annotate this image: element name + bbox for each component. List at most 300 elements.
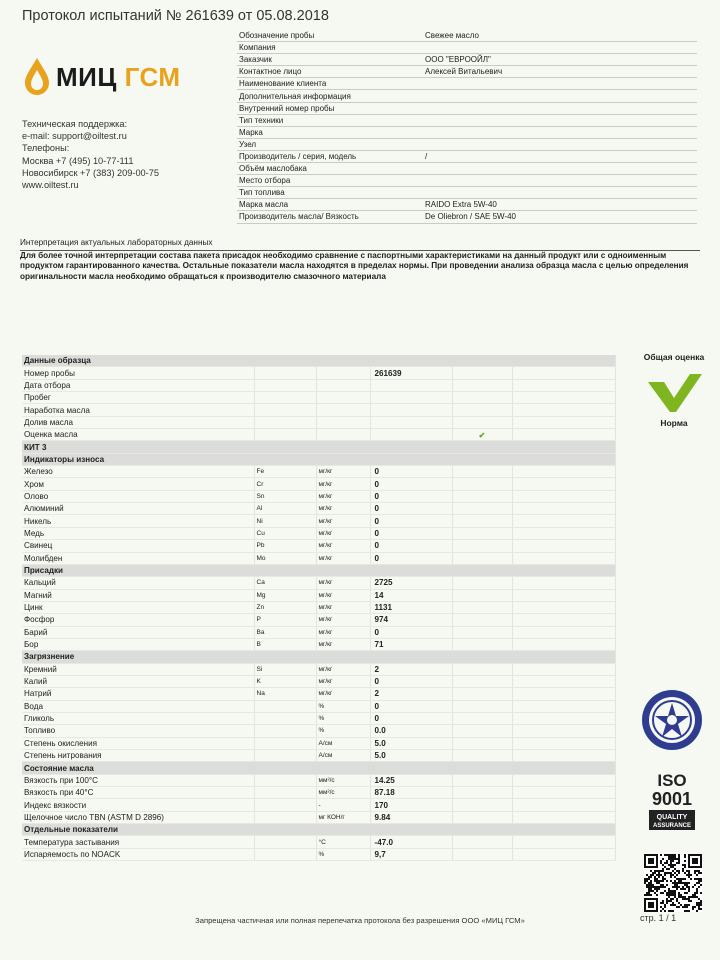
iso-line-4: ASSURANCE [652,823,692,829]
param-empty [512,367,616,379]
param-check [452,478,512,490]
param-value: 14 [370,589,452,601]
table-row [22,848,616,860]
param-unit [316,416,370,428]
table-row [22,503,616,515]
param-name: Индекс вязкости [22,799,254,811]
param-empty [512,811,616,823]
meta-value [423,175,697,187]
param-unit: % [316,700,370,712]
param-name: Свинец [22,540,254,552]
param-name: Вязкость при 100°C [22,774,254,786]
param-name: Долив масла [22,416,254,428]
param-symbol [254,737,316,749]
param-empty [512,688,616,700]
param-name: Железо [22,466,254,478]
meta-row [237,163,697,175]
table-row [22,712,616,724]
param-symbol [254,712,316,724]
param-symbol: Al [254,503,316,515]
param-name: Калий [22,675,254,687]
table-row [22,515,616,527]
param-symbol: Ca [254,577,316,589]
param-unit: мг/кг [316,614,370,626]
param-unit [316,367,370,379]
param-empty [512,799,616,811]
param-unit: мг/кг [316,466,370,478]
param-unit [316,429,370,441]
meta-value [423,102,697,114]
param-name: Молибден [22,552,254,564]
param-symbol: K [254,675,316,687]
param-value: 0 [370,490,452,502]
meta-row [237,42,697,54]
param-value: 0 [370,527,452,539]
contact-line: Техническая поддержка: [22,119,128,129]
param-unit: A/см [316,750,370,762]
param-empty [512,392,616,404]
oil-drop-icon [22,56,52,96]
param-value [370,404,452,416]
param-empty [512,601,616,613]
param-symbol: Si [254,663,316,675]
table-row [22,614,616,626]
param-check [452,626,512,638]
overall-verdict: Норма [660,418,688,428]
meta-label: Место отбора [237,175,423,187]
param-name: Натрий [22,688,254,700]
param-check [452,416,512,428]
contact-line: Телефоны: [22,143,70,154]
param-symbol [254,799,316,811]
meta-label: Марка масла [237,199,423,211]
company-logo [22,56,222,100]
param-check [452,811,512,823]
table-row [22,675,616,687]
iso-line-2: 9001 [651,789,693,809]
protocol-title: Протокол испытаний № 261639 от 05.08.2018 [22,8,329,24]
contact-line: www.oiltest.ru [22,180,79,191]
meta-row [237,66,697,78]
param-check [452,725,512,737]
param-empty [512,589,616,601]
param-name: Никель [22,515,254,527]
param-check [452,379,512,391]
contact-line: Новосибирск +7 (383) 209-00-75 [22,167,159,178]
logo-text: МИЦ [56,62,117,92]
meta-label: Дополнительная информация [237,90,423,102]
table-row [22,490,616,502]
table-row [22,750,616,762]
param-symbol [254,392,316,404]
param-unit: мг/кг [316,552,370,564]
param-name: Медь [22,527,254,539]
param-unit: °C [316,836,370,848]
meta-value [423,163,697,175]
param-value: 0 [370,712,452,724]
param-unit: % [316,712,370,724]
meta-value: ООО "ЕВРООЙЛ" [423,54,697,66]
param-symbol: Cr [254,478,316,490]
meta-row [237,187,697,199]
meta-label: Производитель масла/ Вязкость [237,211,423,223]
param-symbol [254,848,316,860]
param-value: 2 [370,663,452,675]
param-empty [512,626,616,638]
meta-row [237,175,697,187]
meta-label: Тип техники [237,114,423,126]
param-name: Вода [22,700,254,712]
param-check [452,515,512,527]
param-check [452,614,512,626]
table-row [22,404,616,416]
meta-row [237,30,697,42]
param-unit: % [316,725,370,737]
param-check [452,799,512,811]
param-unit: % [316,848,370,860]
param-empty [512,490,616,502]
meta-value: / [423,150,697,162]
param-value: 0 [370,552,452,564]
meta-label: Компания [237,42,423,54]
table-row [22,527,616,539]
param-name: Гликоль [22,712,254,724]
param-check [452,700,512,712]
meta-value [423,114,697,126]
param-unit: мм²/с [316,787,370,799]
param-unit: мм²/с [316,774,370,786]
table-row [22,466,616,478]
param-symbol: Zn [254,601,316,613]
footer-note: Запрещена частичная или полная перепечатка протокола без разрешения ООО «МИЦ ГСМ» [195,916,525,925]
contact-line: e-mail: support@oiltest.ru [22,131,127,142]
table-row [22,392,616,404]
param-check [452,490,512,502]
param-value: 0 [370,700,452,712]
param-check [452,404,512,416]
param-name: Барий [22,626,254,638]
param-unit: мг/кг [316,638,370,650]
param-check [452,750,512,762]
param-value: 0 [370,478,452,490]
param-name: Испаряемость по NOACK [22,848,254,860]
meta-label: Марка [237,126,423,138]
param-empty [512,675,616,687]
param-check: ✔ [452,429,512,441]
meta-value: RAIDO Extra 5W-40 [423,199,697,211]
param-unit: мг/кг [316,478,370,490]
param-symbol [254,700,316,712]
param-unit: мг/кг [316,515,370,527]
param-empty [512,725,616,737]
param-symbol: Fe [254,466,316,478]
param-unit: мг/кг [316,626,370,638]
meta-row [237,54,697,66]
param-empty [512,552,616,564]
param-check [452,774,512,786]
param-unit: мг/кг [316,540,370,552]
param-name: Степень окисления [22,737,254,749]
param-empty [512,466,616,478]
param-value: 974 [370,614,452,626]
param-value: 261639 [370,367,452,379]
param-name: Щелочное число TBN (ASTM D 2896) [22,811,254,823]
param-name: Температура застывания [22,836,254,848]
table-row [22,836,616,848]
page-number: стр. 1 / 1 [640,913,677,923]
logo-text-accent: ГСМ [124,62,181,92]
meta-value [423,90,697,102]
check-icon [646,372,704,414]
table-row [22,601,616,613]
param-check [452,527,512,539]
param-name: Кремний [22,663,254,675]
section-title: КИТ 3 [22,441,616,453]
meta-value: Алексей Витальевич [423,66,697,78]
table-row [22,799,616,811]
param-unit: мг/кг [316,688,370,700]
table-row [22,725,616,737]
param-value [370,429,452,441]
param-check [452,712,512,724]
section-row [22,441,616,453]
param-symbol: Pb [254,540,316,552]
table-row [22,577,616,589]
interpretation-text: Для более точной интерпретации состава пакета присадок необходимо сравнение с паспортными характеристиками на данный продукт или с одноименным продуктом гарантированного качества. Остальные показатели масла находятся в пределах нормы. При проведении анализа образца масла с целью определения оригинальности масла необходимо обращаться к производителю смазочного материала [20,250,689,281]
meta-row [237,211,697,223]
param-symbol [254,774,316,786]
param-symbol [254,787,316,799]
param-symbol [254,416,316,428]
param-name: Цинк [22,601,254,613]
param-check [452,688,512,700]
param-name: Бор [22,638,254,650]
param-symbol [254,750,316,762]
param-empty [512,503,616,515]
param-value: 5.0 [370,750,452,762]
param-empty [512,750,616,762]
param-check [452,466,512,478]
param-empty [512,712,616,724]
param-symbol: Na [254,688,316,700]
meta-value [423,78,697,90]
param-check [452,836,512,848]
param-symbol [254,367,316,379]
param-check [452,638,512,650]
table-row [22,367,616,379]
meta-row [237,114,697,126]
meta-row [237,90,697,102]
section-row [22,651,616,663]
param-unit [316,392,370,404]
table-row [22,429,616,441]
section-title: Состояние масла [22,762,616,774]
param-value: 5.0 [370,737,452,749]
meta-row [237,199,697,211]
contacts-block [22,118,159,191]
section-title: Данные образца [22,355,616,367]
param-value: 14.25 [370,774,452,786]
param-symbol [254,836,316,848]
meta-value: Свежее масло [423,30,697,42]
param-unit: мг/кг [316,601,370,613]
table-row [22,626,616,638]
param-unit: мг КОН/г [316,811,370,823]
param-empty [512,836,616,848]
param-check [452,589,512,601]
param-symbol: Cu [254,527,316,539]
param-symbol: Ba [254,626,316,638]
sample-meta-table [237,30,697,224]
param-empty [512,774,616,786]
meta-label: Заказчик [237,54,423,66]
meta-row [237,78,697,90]
param-unit: мг/кг [316,490,370,502]
iso-line-1: ISO [657,771,687,790]
param-value: 71 [370,638,452,650]
param-name: Дата отбора [22,379,254,391]
param-empty [512,515,616,527]
meta-label: Производитель / серия, модель [237,150,423,162]
param-check [452,663,512,675]
param-empty [512,787,616,799]
param-empty [512,848,616,860]
param-value: -47.0 [370,836,452,848]
table-row [22,737,616,749]
meta-label: Контактное лицо [237,66,423,78]
overall-rating-heading: Общая оценка [643,352,705,362]
meta-row [237,126,697,138]
section-row [22,564,616,576]
param-empty [512,527,616,539]
param-unit [316,404,370,416]
param-empty [512,379,616,391]
param-value: 2725 [370,577,452,589]
param-check [452,737,512,749]
param-name: Кальций [22,577,254,589]
param-name: Алюминий [22,503,254,515]
meta-row [237,150,697,162]
param-symbol: Sn [254,490,316,502]
param-symbol [254,725,316,737]
section-row [22,453,616,465]
param-empty [512,577,616,589]
meta-row [237,138,697,150]
section-title: Индикаторы износа [22,453,616,465]
param-unit: мг/кг [316,503,370,515]
param-symbol: Mo [254,552,316,564]
param-check [452,540,512,552]
param-check [452,848,512,860]
meta-value: De Oliebron / SAE 5W-40 [423,211,697,223]
param-name: Фосфор [22,614,254,626]
param-value: 87.18 [370,787,452,799]
meta-value [423,126,697,138]
param-unit: мг/кг [316,589,370,601]
param-empty [512,663,616,675]
param-symbol: Ni [254,515,316,527]
param-check [452,675,512,687]
param-value: 0 [370,503,452,515]
meta-label: Узел [237,138,423,150]
accreditation-seal-icon [640,688,704,752]
meta-label: Тип топлива [237,187,423,199]
table-row [22,774,616,786]
param-empty [512,404,616,416]
param-value: 0.0 [370,725,452,737]
param-empty [512,737,616,749]
param-symbol [254,379,316,391]
param-name: Магний [22,589,254,601]
param-empty [512,638,616,650]
table-row [22,589,616,601]
param-name: Топливо [22,725,254,737]
meta-label: Обозначение пробы [237,30,423,42]
meta-label: Внутренний номер пробы [237,102,423,114]
param-symbol [254,404,316,416]
interpretation-heading: Интерпретация актуальных лабораторных данных [20,238,700,251]
param-value: 9,7 [370,848,452,860]
param-symbol: Mg [254,589,316,601]
meta-value [423,42,697,54]
param-value [370,392,452,404]
param-symbol [254,429,316,441]
param-check [452,577,512,589]
meta-label: Объём маслобака [237,163,423,175]
param-name: Наработка масла [22,404,254,416]
iso-line-3: QUALITY [656,814,688,821]
param-value: 0 [370,540,452,552]
section-row [22,824,616,836]
contact-line: Москва +7 (495) 10-77-111 [22,155,134,166]
meta-label: Наименование клиента [237,78,423,90]
meta-value [423,187,697,199]
param-empty [512,700,616,712]
param-value: 0 [370,626,452,638]
table-row [22,478,616,490]
param-name: Олово [22,490,254,502]
param-value: 0 [370,515,452,527]
param-unit: мг/кг [316,663,370,675]
param-name: Степень нитрования [22,750,254,762]
meta-value [423,138,697,150]
param-symbol: P [254,614,316,626]
table-row [22,638,616,650]
param-check [452,392,512,404]
table-row [22,552,616,564]
param-empty [512,614,616,626]
table-row [22,811,616,823]
param-value: 0 [370,466,452,478]
results-table [22,355,616,861]
param-check [452,787,512,799]
param-name: Пробег [22,392,254,404]
section-title: Присадки [22,564,616,576]
table-row [22,416,616,428]
param-name: Хром [22,478,254,490]
section-row [22,762,616,774]
qr-code-icon [644,854,702,912]
param-name: Номер пробы [22,367,254,379]
param-unit: мг/кг [316,527,370,539]
param-value [370,379,452,391]
table-row [22,787,616,799]
param-check [452,552,512,564]
param-unit [316,379,370,391]
param-value: 2 [370,688,452,700]
param-name: Вязкость при 40°C [22,787,254,799]
section-title: Загрязнение [22,651,616,663]
